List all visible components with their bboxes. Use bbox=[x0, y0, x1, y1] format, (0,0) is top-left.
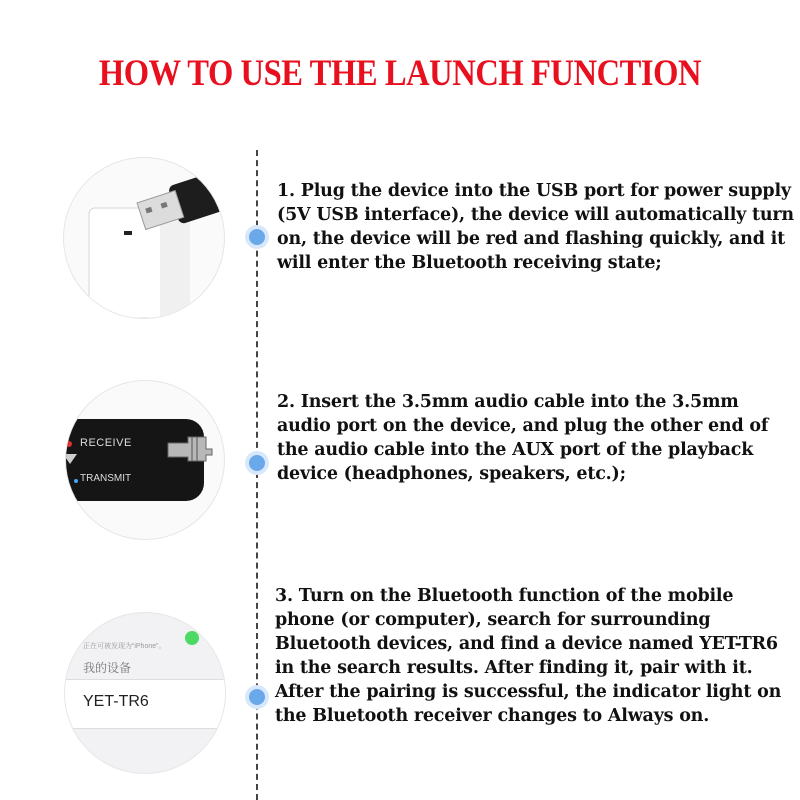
bluetooth-toggle-icon bbox=[185, 631, 199, 645]
step-2-text: 2. Insert the 3.5mm audio cable into the 3.5mm audio port on the device, and plug the other end of the audio cable into the AUX port of the playback device (headphones, speakers, etc.); bbox=[277, 392, 769, 484]
usb-adapter-illustration bbox=[63, 157, 225, 319]
usb-adapter-icon bbox=[64, 158, 224, 318]
discoverable-hint: 正在可被发现为“iPhone”。 bbox=[83, 643, 166, 650]
page-title: HOW TO USE THE LAUNCH FUNCTION bbox=[98, 53, 702, 94]
my-devices-header: 我的设备 bbox=[83, 661, 132, 675]
receive-label: RECEIVE bbox=[80, 437, 132, 449]
audio-jack-icon bbox=[66, 381, 224, 539]
step-1-marker bbox=[245, 225, 269, 249]
bluetooth-list-illustration bbox=[64, 612, 226, 774]
step-3-marker bbox=[245, 685, 269, 709]
step-1-text: 1. Plug the device into the USB port for power supply (5V USB interface), the device will automatically turn on, the device will be red and flashing quickly, and it will enter the Bluetooth receiving state; bbox=[277, 181, 794, 273]
device-name: YET-TR6 bbox=[83, 693, 149, 710]
step-2-marker bbox=[245, 451, 269, 475]
step-3-text: 3. Turn on the Bluetooth function of the mobile phone (or computer), search for surrounding Bluetooth devices, and find a device named YET-TR6 in the search results. After finding it, pair with it. After the pairing is successful, the indicator light on the Bluetooth receiver changes to Always on. bbox=[275, 586, 782, 726]
transmit-label: TRANSMIT bbox=[80, 473, 132, 484]
audio-jack-illustration bbox=[65, 380, 225, 540]
